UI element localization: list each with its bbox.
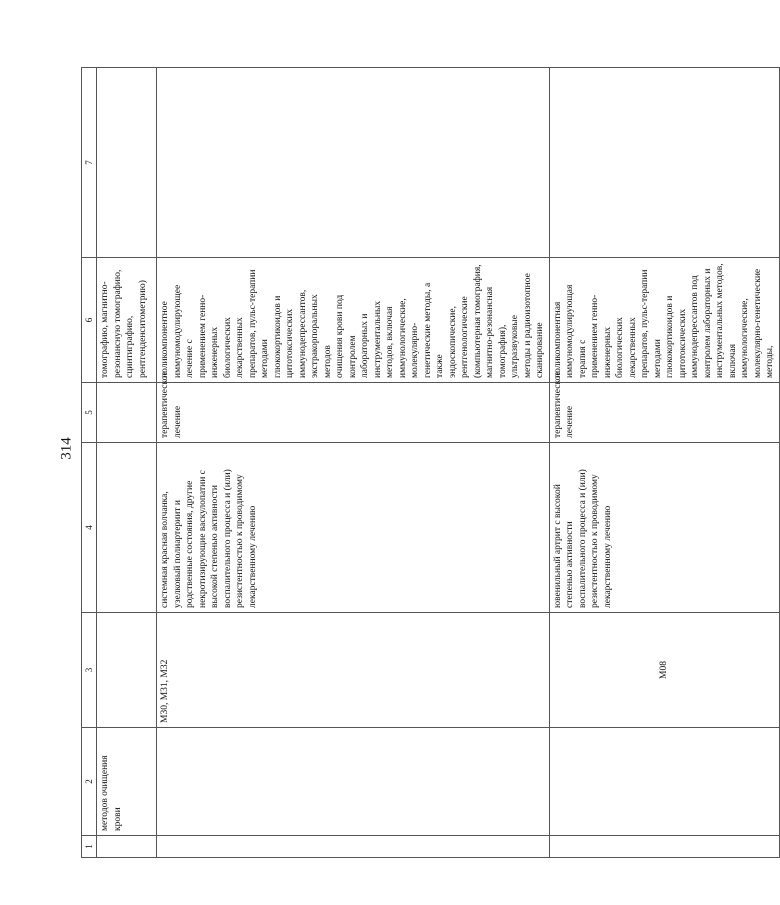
column-header-4: 4 — [82, 443, 97, 613]
cell-cost — [97, 68, 157, 258]
medical-care-table — [81, 68, 775, 858]
cell-cost — [157, 68, 550, 258]
cell-diagnosis: системная красная волчанка, узелковый полиартериит и родственные состояния, другие некротизирующие васкулопатии с высокой степенью активности воспалительного процесса и (или) резистентностью к проводимому лекарственному лечению — [157, 443, 550, 613]
cell-diagnosis — [97, 443, 157, 613]
cell-icd-code: M08 — [549, 613, 779, 728]
cell-treatment-type: терапевтическое лечение — [549, 383, 779, 443]
column-header-1: 1 — [82, 836, 97, 858]
page-number: 314 — [58, 437, 75, 460]
table-row — [549, 68, 779, 858]
cell-treatment-type: терапевтическое лечение — [157, 383, 550, 443]
cell-number — [97, 836, 157, 858]
column-header-3: 3 — [82, 613, 97, 728]
cell-number — [549, 836, 779, 858]
cell-icd-code — [97, 613, 157, 728]
header-row — [82, 68, 97, 858]
cell-icd-code: M30, M31, M32 — [157, 613, 550, 728]
column-header-7: 7 — [82, 68, 97, 258]
table-row — [157, 68, 550, 858]
cell-profile: методов очищения крови — [97, 728, 157, 836]
cell-method: поликомпонентная иммуномодулирующая терапия с применением генно-инженерных биологических лекарственных препаратов, пульс-терапии методами глюкокортикоидов и цитотоксических иммунодепрессантов под контролем лабораторных и инструментальных методов, включая иммунологические, молекулярно-генетические методы, — [549, 258, 779, 383]
cell-treatment-type — [97, 383, 157, 443]
cell-number — [157, 836, 550, 858]
column-header-2: 2 — [82, 728, 97, 836]
table-row — [97, 68, 157, 858]
cell-method: поликомпонентное иммуномодулирующее лечение с применением генно-инженерных биологических лекарственных препаратов, пульс-терапии методами глюкокортикоидов и цитотоксических иммунодепрессантов, экстракорпоральных методов очищения крови под контролем лабораторных и инструментальных методов, включая иммунологические, молекулярно- генетические методы, а также эндоскопические, рентгенологические (компьютерная томография, магнитно-резонансная томография), ультразвуковые методы и радиоизотопное сканирование — [157, 258, 550, 383]
cell-diagnosis: ювенильный артрит с высокой степенью активности воспалительного процесса и (или) резистентностью к проводимому лекарственному лечению — [549, 443, 779, 613]
column-header-5: 5 — [82, 383, 97, 443]
cell-method: томографию, магнитно- резонансную томографию, сцинтиграфию, рентгенденситометрию) — [97, 258, 157, 383]
cell-profile — [157, 728, 550, 836]
cell-profile — [549, 728, 779, 836]
cell-cost — [549, 68, 779, 258]
column-header-6: 6 — [82, 258, 97, 383]
